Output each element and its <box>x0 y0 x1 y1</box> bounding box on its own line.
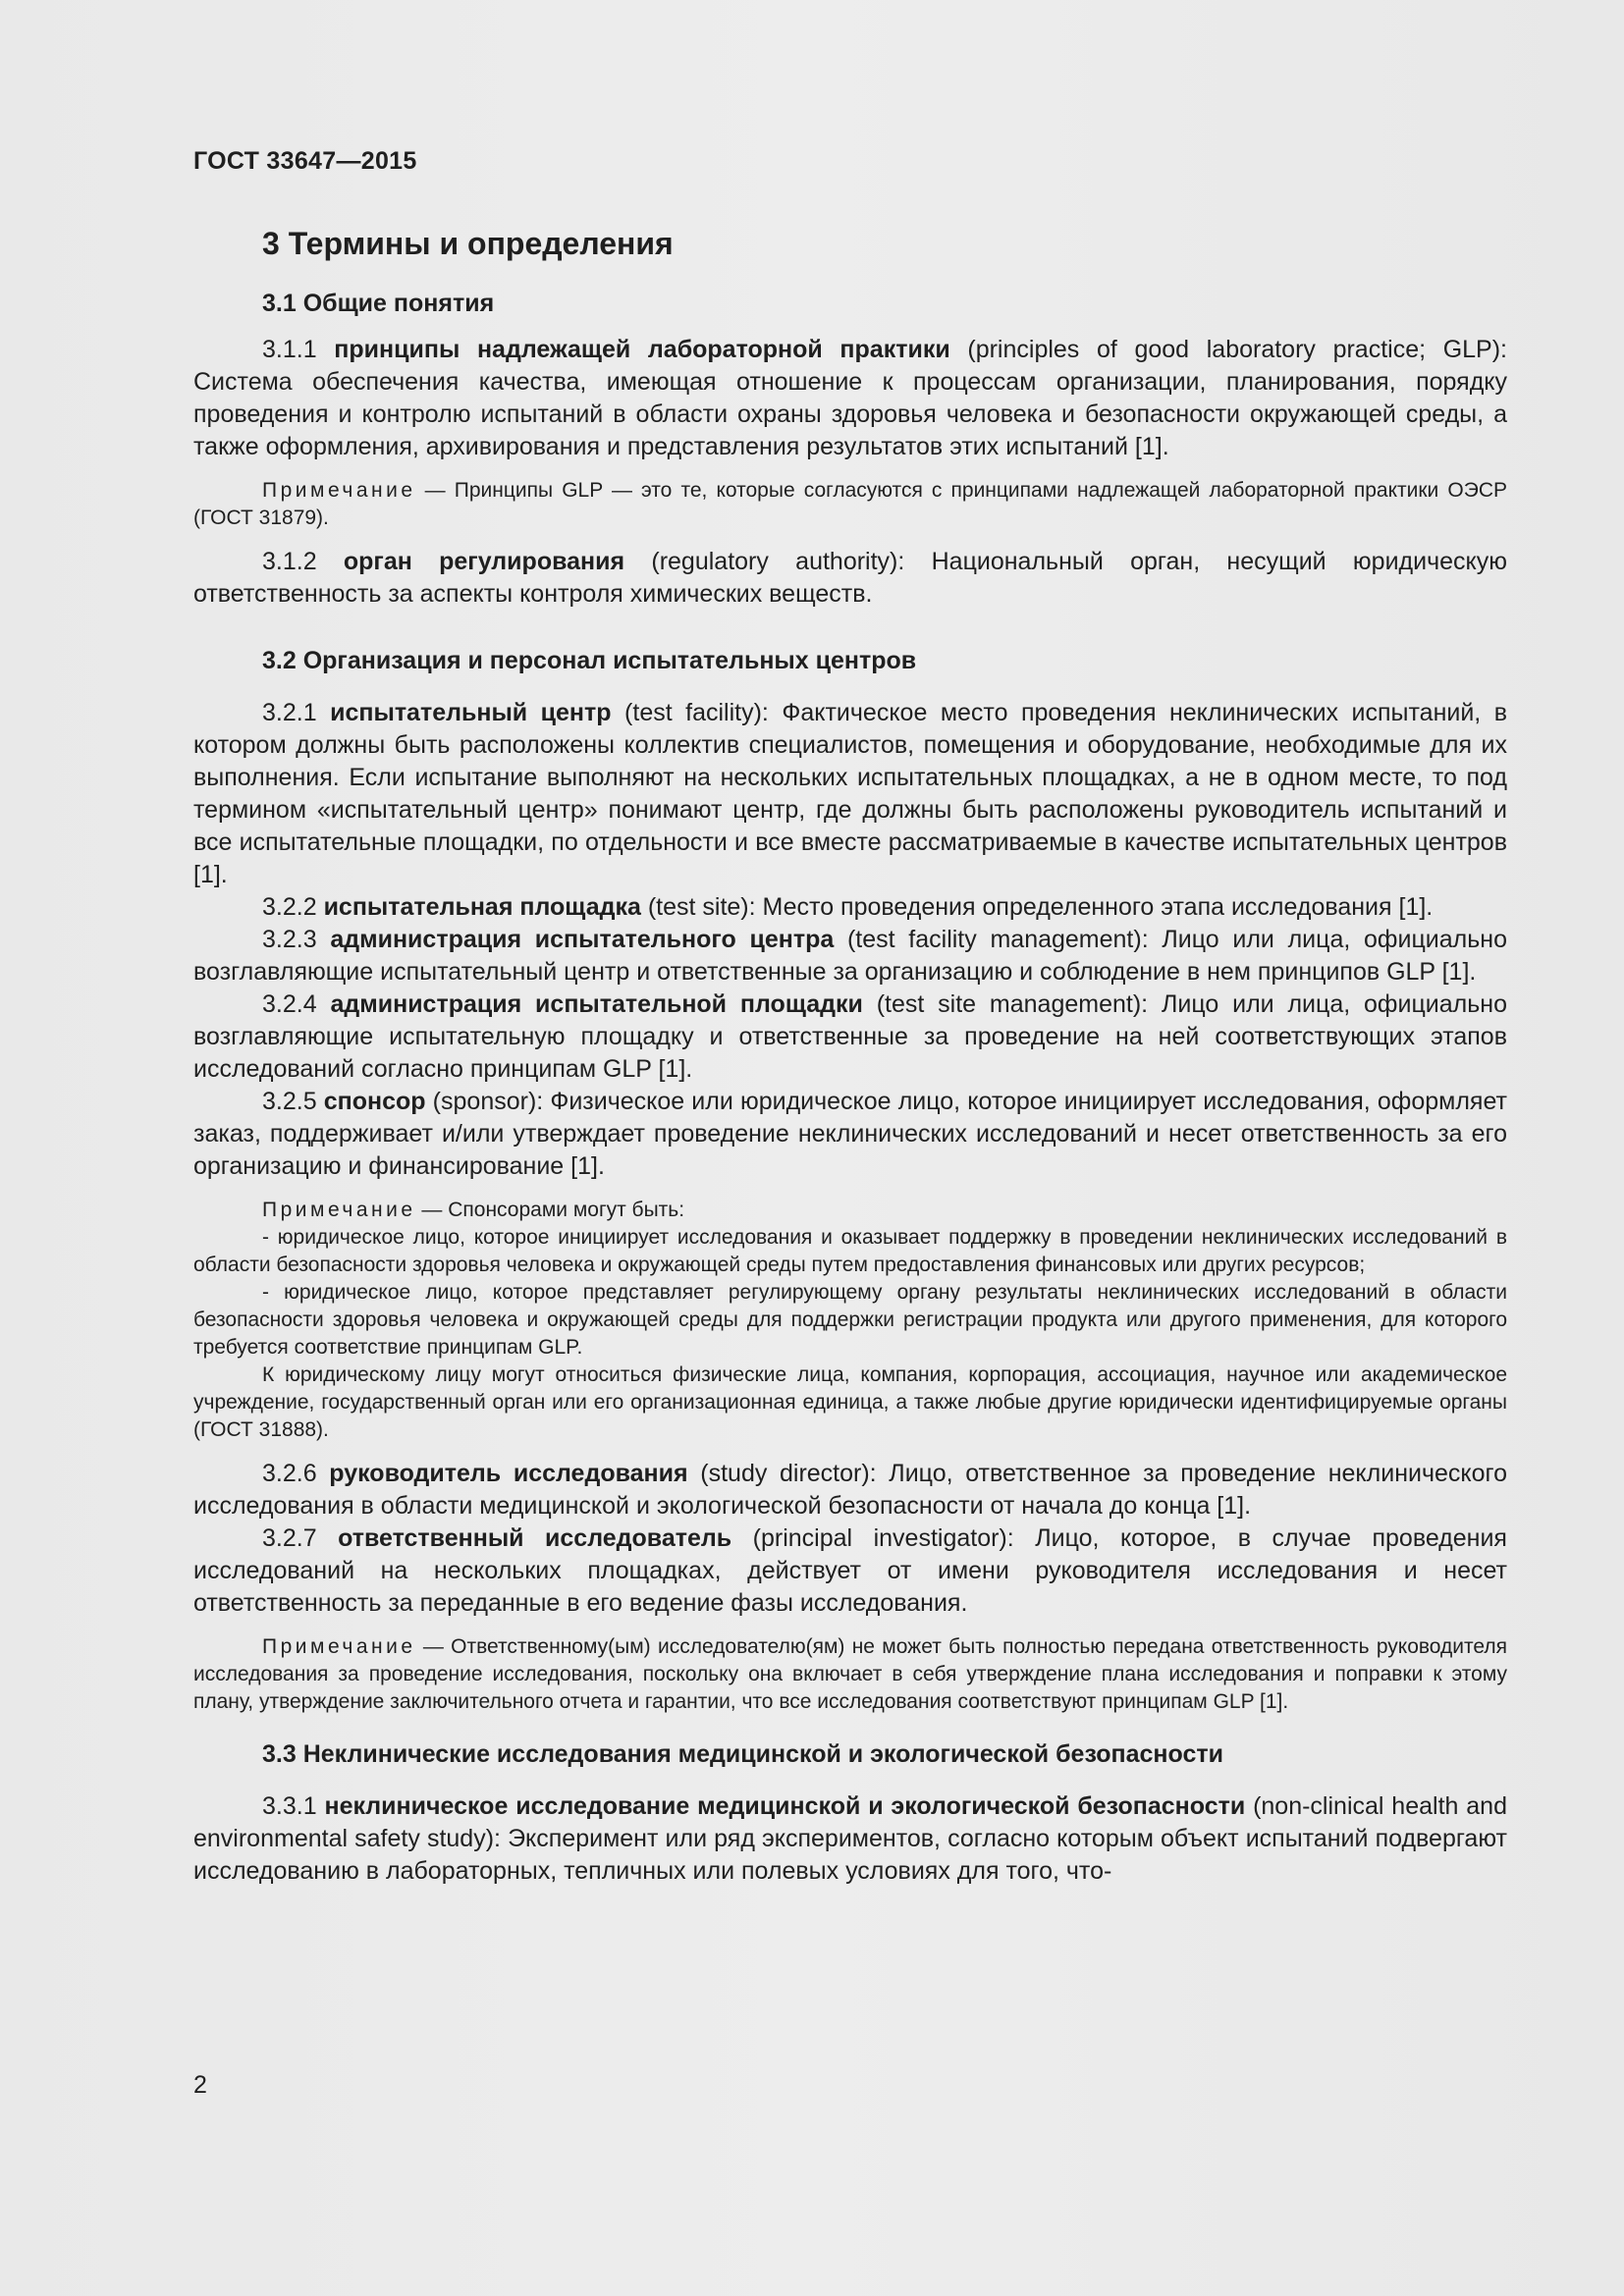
term-name: администрация испытательного центра <box>330 926 835 953</box>
note-extra: К юридическому лицу могут относиться физические лица, компания, корпорация, ассоциация, научное или академическое учреждение, государственный орган или его организационная единица, а также любые другие юридически идентифицируемые органы (ГОСТ 31888). <box>193 1363 1507 1441</box>
note-3: Примечание — Ответственному(ым) исследователю(ям) не может быть полностью передана ответственность руководителя исследования за проведение исследования, поскольку она включает в себя утверждение плана исследования и поправки к этому плану, утверждение заключительного отчета и гарантии, что все исследования соответствуют принципам GLP [1]. <box>193 1635 1507 1713</box>
note-1: Примечание — Принципы GLP — это те, которые согласуются с принципами надлежащей лабораторной практики ОЭСР (ГОСТ 31879). <box>193 479 1507 529</box>
term-3-2-6: 3.2.6 руководитель исследования (study director): Лицо, ответственное за проведение неклинического исследования в области медицинской и экологической безопасности от начала до конца [1]. <box>193 1460 1507 1520</box>
term-3-3-1: 3.3.1 неклиническое исследование медицинской и экологической безопасности (non-clinical health and environmental safety study): Эксперимент или ряд экспериментов, согласно которым объект испытаний подвергают исследованию в лабораторных, тепличных или полевых условиях для того, что- <box>193 1792 1507 1885</box>
term-3-2-3: 3.2.3 администрация испытательного центра (test facility management): Лицо или лица, официально возглавляющие испытательный центр и ответственные за организацию и соблюдение в нем принципов GLP [1]. <box>193 926 1507 986</box>
term-name: испытательный центр <box>330 699 612 726</box>
term-3-2-4: 3.2.4 администрация испытательной площадки (test site management): Лицо или лица, официально возглавляющие испытательную площадку и ответственные за проведение на ней соответствующих этапов исследований согласно принципам GLP [1]. <box>193 990 1507 1083</box>
document-code: ГОСТ 33647—2015 <box>193 147 417 175</box>
term-3-1-2: 3.1.2 орган регулирования (regulatory authority): Национальный орган, несущий юридическую ответственность за аспекты контроля химических веществ. <box>193 548 1507 608</box>
page-number: 2 <box>193 2071 207 2099</box>
page-body <box>193 224 1507 1888</box>
section-title: 3 Термины и определения <box>262 226 674 261</box>
term-3-2-2: 3.2.2 испытательная площадка (test site): Место проведения определенного этапа исследования [1]. <box>262 893 1434 921</box>
term-name: принципы надлежащей лабораторной практики <box>334 336 950 363</box>
term-name: руководитель исследования <box>329 1460 688 1487</box>
term-3-2-1: 3.2.1 испытательный центр (test facility): Фактическое место проведения неклинических испытаний, в котором должны быть расположены коллектив специалистов, помещения и оборудование, необходимые для их выполнения. Если испытание выполняют на нескольких испытательных площадках, а не в одном месте, то под термином «испытательный центр» понимают центр, где должны быть расположены руководитель испытаний и все испытательные площадки, по отдельности и все вместе рассматриваемые в качестве испытательных центров [1]. <box>193 699 1508 888</box>
term-name: орган регулирования <box>343 548 625 575</box>
term-name: неклиническое исследование медицинской и экологической безопасности <box>324 1792 1246 1820</box>
term-name: спонсор <box>323 1088 426 1115</box>
note-label: Примечание <box>262 1199 416 1221</box>
term-name: ответственный исследователь <box>338 1524 732 1552</box>
term-name: администрация испытательной площадки <box>330 990 863 1018</box>
note-label: Примечание <box>262 479 416 502</box>
subsection-title-3-3: 3.3 Неклинические исследования медицинской и экологической безопасности <box>262 1740 1223 1768</box>
term-3-2-7: 3.2.7 ответственный исследователь (principal investigator): Лицо, которое, в случае проведения исследований на нескольких площадках, действует от имени руководителя исследования и несет ответственность за переданные в его ведение фазы исследования. <box>193 1524 1507 1617</box>
note-label: Примечание <box>262 1635 416 1658</box>
term-name: испытательная площадка <box>323 893 641 921</box>
term-3-1-1: 3.1.1 принципы надлежащей лабораторной практики (principles of good laboratory practice; GLP): Система обеспечения качества, имеющая отношение к процессам организации, планирования, порядку проведения и контролю испытаний в области охраны здоровья человека и безопасности окружающей среды, а также оформления, архивирования и представления результатов этих испытаний [1]. <box>193 336 1507 460</box>
note-list-item: - юридическое лицо, которое инициирует исследования и оказывает поддержку в проведении неклинических исследований в области безопасности здоровья человека и окружающей среды путем предоставления финансовых или других ресурсов; <box>193 1226 1507 1276</box>
subsection-title-3-2: 3.2 Организация и персонал испытательных центров <box>262 647 917 674</box>
note-list-item: - юридическое лицо, которое представляет регулирующему органу результаты неклинических исследований в области безопасности здоровья человека и окружающей среды для поддержки регистрации продукта или другого применения, для которого требуется соответствие принципам GLP. <box>193 1281 1507 1359</box>
term-3-2-5: 3.2.5 спонсор (sponsor): Физическое или юридическое лицо, которое инициирует исследования, оформляет заказ, поддерживает и/или утверждает проведение неклинических исследований и несет ответственность за его организацию и финансирование [1]. <box>193 1088 1507 1180</box>
note-2: Примечание — Спонсорами могут быть: - юридическое лицо, которое инициирует исследования и оказывает поддержку в проведении неклинических исследований в области безопасности здоровья человека и окружающей среды путем предоставления финансовых или других ресурсов; - юридическое лицо, которое представляет регулирующему органу результаты неклинических исследований в области безопасности здоровья человека и окружающей среды для поддержки регистрации продукта или другого применения, для которого требуется соответствие принципам GLP. К юридическому лицу могут относиться физические лица, компания, корпорация, ассоциация, научное или академическое учреждение, государственный орган или его организационная единица, а также любые другие юридически идентифицируемые органы (ГОСТ 31888). <box>193 1197 1507 1444</box>
subsection-title-3-1: 3.1 Общие понятия <box>262 290 495 317</box>
